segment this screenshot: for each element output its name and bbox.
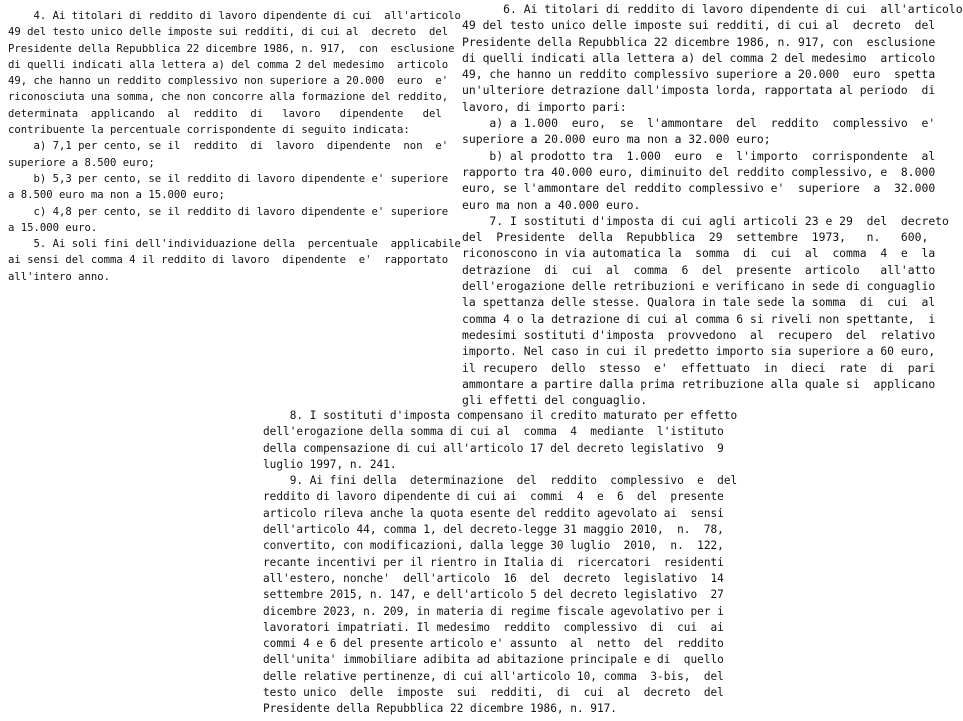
text-line: Presidente della Repubblica 22 dicembre 1986, n. 917, con esclusione (8, 42, 455, 55)
text-line: luglio 1997, n. 241. (263, 457, 397, 471)
text-line: comma 4 o la detrazione di cui al comma 6 si riveli non spettante, i (462, 311, 936, 326)
text-line: di quelli indicati alla lettera a) del comma 2 del medesimo articolo (8, 58, 449, 71)
text-line: dicembre 2023, n. 209, in materia di regime fiscale agevolativo per i (263, 604, 724, 618)
text-line: c) 4,8 per cento, se il reddito di lavoro dipendente e' superiore (8, 205, 449, 218)
text-line: ai sensi del comma 4 il reddito di lavoro dipendente e' rapportato (8, 254, 449, 267)
text-line: gli effetti del conguaglio. (462, 393, 648, 408)
text-line: b) 5,3 per cento, se il reddito di lavoro dipendente e' superiore (8, 172, 449, 185)
text-line: dell'erogazione della somma di cui al comma 4 mediante l'istituto (263, 425, 724, 439)
text-line: lavoro, di importo pari: (462, 99, 627, 114)
text-line: 6. Ai titolari di reddito di lavoro dipendente di cui all'articolo (462, 2, 963, 16)
text-line: detrazione di cui al comma 6 del presente articolo all'atto (462, 262, 936, 277)
text-line: dell'unita' immobiliare adibita ad abitazione principale e di quello (263, 653, 724, 667)
text-line: 7. I sostituti d'imposta di cui agli articoli 23 e 29 del decreto (462, 213, 949, 228)
text-line: a 15.000 euro. (8, 221, 98, 234)
text-line: 5. Ai soli fini dell'individuazione della percentuale applicabile (8, 238, 461, 251)
text-line: contribuente la percentuale corrispondente di seguito indicata: (8, 124, 410, 137)
text-line: delle relative pertinenze, di cui all'articolo 10, comma 3-bis, del (263, 669, 724, 683)
text-line: un'ulteriore detrazione dall'imposta lorda, rapportata al periodo di (462, 83, 936, 98)
text-line: b) al prodotto tra 1.000 euro e l'importo corrispondente al (462, 148, 936, 163)
text-line: 49 del testo unico delle imposte sui redditi, di cui al decreto del (462, 18, 936, 33)
text-line: lavoratori impatriati. Il medesimo reddito complessivo di cui ai (263, 620, 724, 634)
text-line: 49, che hanno un reddito complessivo superiore a 20.000 euro spetta (462, 67, 936, 82)
paragraphs-4-5 (8, 8, 461, 285)
paragraphs-6-7 (462, 1, 963, 408)
text-line: rapporto tra 40.000 euro, diminuito del reddito complessivo, e 8.000 (462, 164, 936, 179)
text-line: superiore a 8.500 euro; (8, 156, 155, 169)
text-line: 9. Ai fini della determinazione del reddito complessivo e del (263, 474, 738, 488)
text-line: articolo rileva anche la quota esente del reddito agevolato ai sensi (263, 506, 724, 520)
text-line: della compensazione di cui all'articolo 17 del decreto legislativo 9 (263, 441, 724, 455)
text-line: medesimi sostituti d'imposta provvedono al recupero del relativo (462, 327, 936, 342)
text-line: del Presidente della Repubblica 29 settembre 1973, n. 600, (462, 230, 929, 245)
text-line: recante incentivi per il rientro in Italia di ricercatori residenti (263, 555, 724, 569)
text-line: superiore a 20.000 euro ma non a 32.000 euro; (462, 132, 771, 147)
text-line: dell'articolo 44, comma 1, del decreto-legge 31 maggio 2010, n. 78, (263, 523, 724, 537)
text-line: importo. Nel caso in cui il predetto importo sia superiore a 60 euro, (462, 344, 936, 359)
text-line: settembre 2015, n. 147, e dell'articolo 5 del decreto legislativo 27 (263, 588, 724, 602)
text-line: a) 7,1 per cento, se il reddito di lavoro dipendente non e' (8, 140, 449, 153)
text-line: il recupero dello stesso e' effettuato in dieci rate di pari (462, 360, 936, 375)
text-line: a 8.500 euro ma non a 15.000 euro; (8, 189, 225, 202)
text-line: a) a 1.000 euro, se l'ammontare del reddito complessivo e' (462, 116, 936, 131)
text-line: dell'erogazione delle retribuzioni e verificano in sede di conguaglio (462, 279, 936, 294)
text-line: euro ma non a 40.000 euro. (462, 197, 641, 212)
text-line: 8. I sostituti d'imposta compensano il credito maturato per effetto (263, 409, 738, 422)
text-line: testo unico delle imposte sui redditi, di cui al decreto del (263, 686, 724, 700)
text-line: commi 4 e 6 del presente articolo e' assunto al netto del reddito (263, 637, 724, 651)
paragraphs-8-9 (263, 408, 737, 718)
text-line: riconosciuta una somma, che non concorre alla formazione del reddito, (8, 91, 449, 104)
text-line: all'intero anno. (8, 270, 111, 283)
text-line: euro, se l'ammontare del reddito complessivo e' superiore a 32.000 (462, 181, 936, 196)
text-line: la spettanza delle stesse. Qualora in tale sede la somma di cui al (462, 295, 936, 310)
text-line: di quelli indicati alla lettera a) del comma 2 del medesimo articolo (462, 50, 936, 65)
text-line: reddito di lavoro dipendente di cui ai commi 4 e 6 del presente (263, 490, 724, 504)
text-line: 49, che hanno un reddito complessivo non superiore a 20.000 euro e' (8, 75, 449, 88)
text-line: all'estero, nonche' dell'articolo 16 del decreto legislativo 14 (263, 571, 724, 585)
text-line: Presidente della Repubblica 22 dicembre 1986, n. 917, con esclusione (462, 34, 936, 49)
text-line: determinata applicando al reddito di lavoro dipendente del (8, 107, 442, 120)
text-line: ammontare a partire dalla prima retribuzione alla quale si applicano (462, 376, 936, 391)
text-line: Presidente della Repubblica 22 dicembre 1986, n. 917. (263, 702, 617, 716)
text-line: convertito, con modificazioni, dalla legge 30 luglio 2010, n. 122, (263, 539, 724, 553)
text-line: 4. Ai titolari di reddito di lavoro dipendente di cui all'articolo (8, 10, 461, 22)
text-line: 49 del testo unico delle imposte sui redditi, di cui al decreto del (8, 26, 449, 39)
text-line: riconoscono in via automatica la somma di cui al comma 4 e la (462, 246, 936, 261)
